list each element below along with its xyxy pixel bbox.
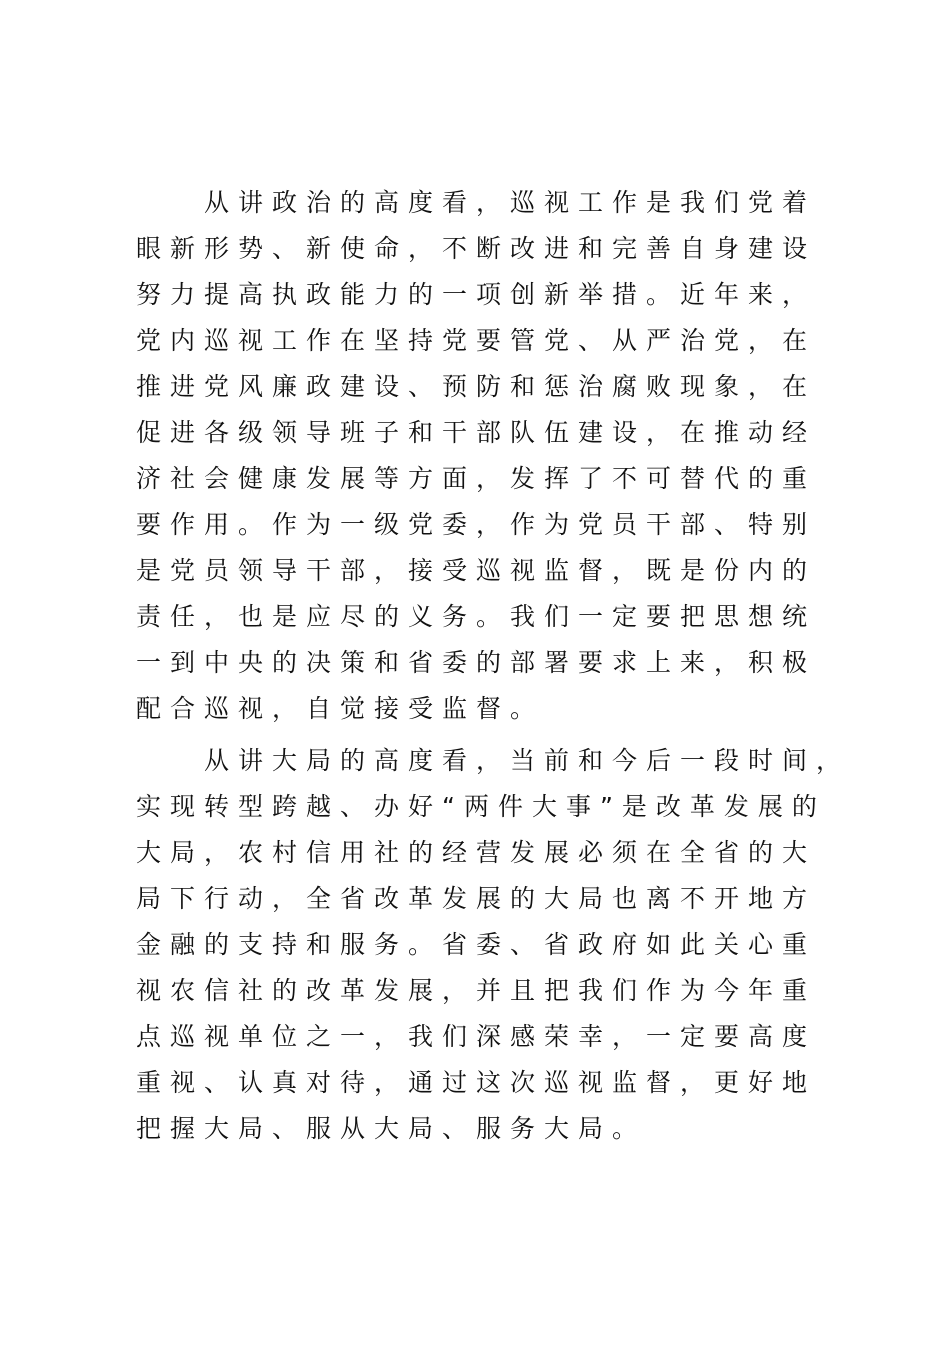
- text-line: 党内巡视工作在坚持党要管党、从严治党，在: [136, 326, 817, 355]
- text-line: 一到中央的决策和省委的部署要求上来，积极: [136, 648, 817, 677]
- text-line: 实现转型跨越、办好“两件大事”是改革发展的: [136, 792, 826, 821]
- text-line: 济社会健康发展等方面，发挥了不可替代的重: [136, 464, 817, 493]
- text-line: 大局，农村信用社的经营发展必须在全省的大: [136, 838, 817, 867]
- text-line: 促进各级领导班子和干部队伍建设，在推动经: [136, 418, 817, 447]
- text-line: 眼新形势、新使命，不断改进和完善自身建设: [136, 234, 817, 263]
- text-line: 点巡视单位之一，我们深感荣幸，一定要高度: [136, 1022, 817, 1051]
- text-line: 局下行动，全省改革发展的大局也离不开地方: [136, 884, 817, 913]
- text-line: 责任，也是应尽的义务。我们一定要把思想统: [136, 602, 817, 631]
- text-line: 视农信社的改革发展，并且把我们作为今年重: [136, 976, 817, 1005]
- text-line: 努力提高执政能力的一项创新举措。近年来，: [136, 280, 817, 309]
- text-line: 金融的支持和服务。省委、省政府如此关心重: [136, 930, 817, 959]
- text-line: 从讲大局的高度看，当前和今后一段时间，: [204, 746, 851, 775]
- text-line: 从讲政治的高度看，巡视工作是我们党着: [204, 188, 817, 217]
- text-line: 把握大局、服从大局、服务大局。: [136, 1114, 647, 1143]
- text-line: 重视、认真对待，通过这次巡视监督，更好地: [136, 1068, 817, 1097]
- text-line: 是党员领导干部，接受巡视监督，既是份内的: [136, 556, 817, 585]
- text-line: 配合巡视，自觉接受监督。: [136, 694, 545, 723]
- text-line: 要作用。作为一级党委，作为党员干部、特别: [136, 510, 817, 539]
- text-line: 推进党风廉政建设、预防和惩治腐败现象，在: [136, 372, 817, 401]
